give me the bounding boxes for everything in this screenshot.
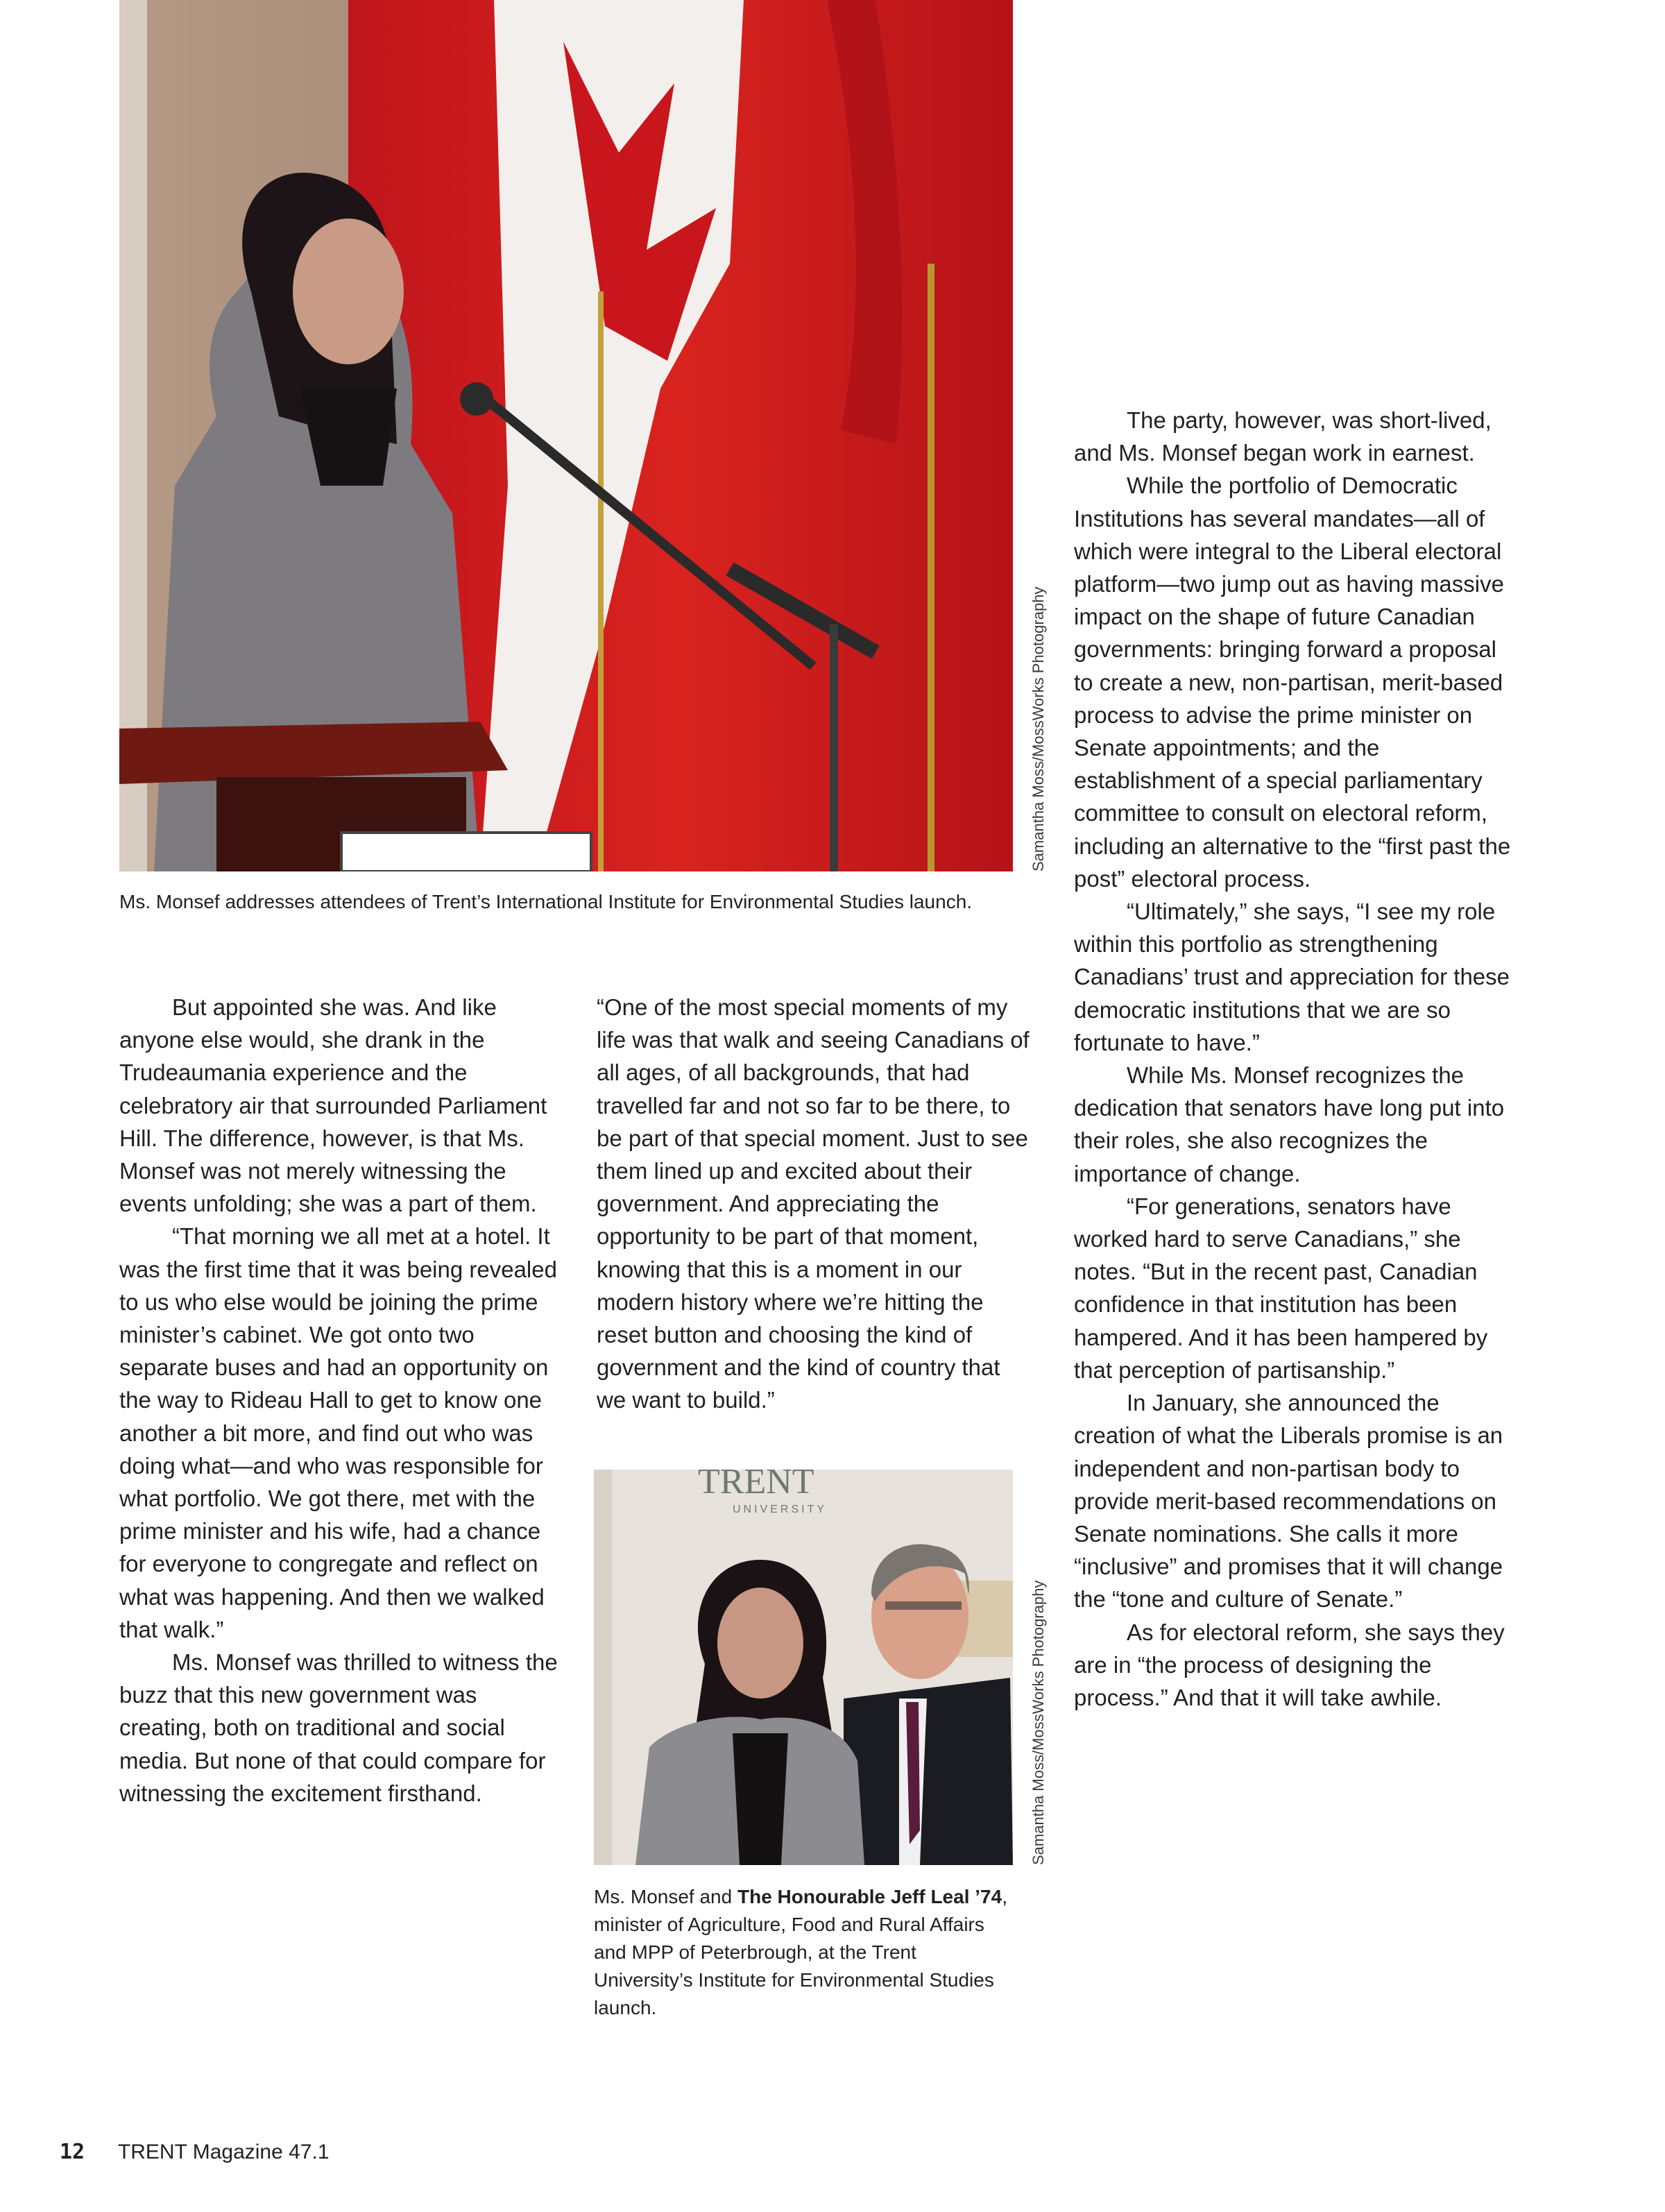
paragraph: In January, she announced the creation of what the Liberals promise is an independent and non-partisan body to provide merit-based recommendations on Senate nominations. She calls it more “inclusive” and promises that it will change the “tone and culture of Senate.”: [1074, 1390, 1503, 1613]
top-photo-caption: Ms. Monsef addresses attendees of Trent’s International Institute for Environmental Studies launch.: [119, 891, 973, 912]
column-middle: [597, 991, 1030, 1417]
paragraph: “That morning we all met at a hotel. It was the first time that it was being revealed to us who else would be joining the prime minister’s cabinet. We got onto two separate buses and had an opportunity on the way to Rideau Hall to get to know one another a bit more, and find out who was doing what—and who was responsible for what portfolio. We got there, met with the prime minister and his wife, had a chance for everyone to congregate and reflect on what was happening. And then we walked that walk.”: [119, 1223, 557, 1642]
caption-name: The Honourable Jeff Leal ’74: [737, 1886, 1002, 1907]
top-photo: [119, 0, 1013, 871]
bottom-photo-caption: [594, 1883, 1017, 2022]
caption-intro: Ms. Monsef and: [594, 1886, 737, 1907]
paragraph: While Ms. Monsef recognizes the dedication that senators have long put into their roles, she also recognizes the importance of change.: [1074, 1062, 1505, 1186]
paragraph: “Ultimately,” she says, “I see my role within this portfolio as strengthening Canadians’ trust and appreciation for these democratic institutions that we are so fortunate to have.”: [1074, 899, 1510, 1055]
paragraph: As for electoral reform, she says they are in “the process of designing the process.” And that it will take awhile.: [1074, 1619, 1505, 1710]
column-right: [1074, 404, 1514, 1714]
top-photo-credit: Samantha Moss/MossWorks Photography: [1030, 586, 1047, 871]
caption-rest: , minister of Agriculture, Food and Rural Affairs and MPP of Peterbrough, at the Trent University’s Institute for Environmental Studies launch.: [594, 1886, 1007, 2018]
paragraph: The party, however, was short-lived, and Ms. Monsef began work in earnest.: [1074, 407, 1492, 466]
paragraph: But appointed she was. And like anyone else would, she drank in the Trudeaumania experience and the celebratory air that surrounded Parliament Hill. The difference, however, is that Ms. Monsef was not merely witnessing the events unfolding; she was a part of them.: [119, 994, 547, 1217]
bottom-photo: [594, 1470, 1013, 1865]
publication-name: TRENT Magazine 47.1: [117, 2141, 330, 2163]
top-photo-illustration: [119, 0, 1013, 871]
paragraph: “One of the most special moments of my life was that walk and seeing Canadians of all ages, of all backgrounds, that had travelled far and not so far to be there, to be part of that special moment. Just to see them lined up and excited about their government. And appreciating the opportunity to be part of that moment, knowing that this is a moment in our modern history where we’re hitting the reset button and choosing the kind of government and the kind of country that we want to build.”: [597, 994, 1030, 1413]
column-left: [119, 991, 563, 1810]
banner-text: TRENT: [698, 1470, 814, 1501]
paragraph: “For generations, senators have worked hard to serve Canadians,” she notes. “But in the recent past, Canadian confidence in that institution has been hampered. And it has been hampered by that perception of partisanship.”: [1074, 1193, 1488, 1383]
paragraph: While the portfolio of Democratic Institutions has several mandates—all of which were integral to the Liberal electoral platform—two jump out as having massive impact on the shape of future Canadian governments: bringing forward a proposal to create a new, non-partisan, merit-based process to advise the prime minister on Senate appointments; and the establishment of a special parliamentary committee to consult on electoral reform, including an alternative to the “first past the post” electoral process.: [1074, 473, 1511, 892]
bottom-photo-illustration: [594, 1470, 1013, 1865]
banner-subtext: UNIVERSITY: [733, 1504, 828, 1515]
page-footer: [60, 2140, 330, 2164]
bottom-photo-credit: Samantha Moss/MossWorks Photography: [1030, 1580, 1047, 1865]
paragraph: Ms. Monsef was thrilled to witness the buzz that this new government was creating, both on traditional and social media. But none of that could compare for witnessing the excitement firsthand.: [119, 1649, 558, 1806]
page-number: 12: [60, 2140, 85, 2164]
